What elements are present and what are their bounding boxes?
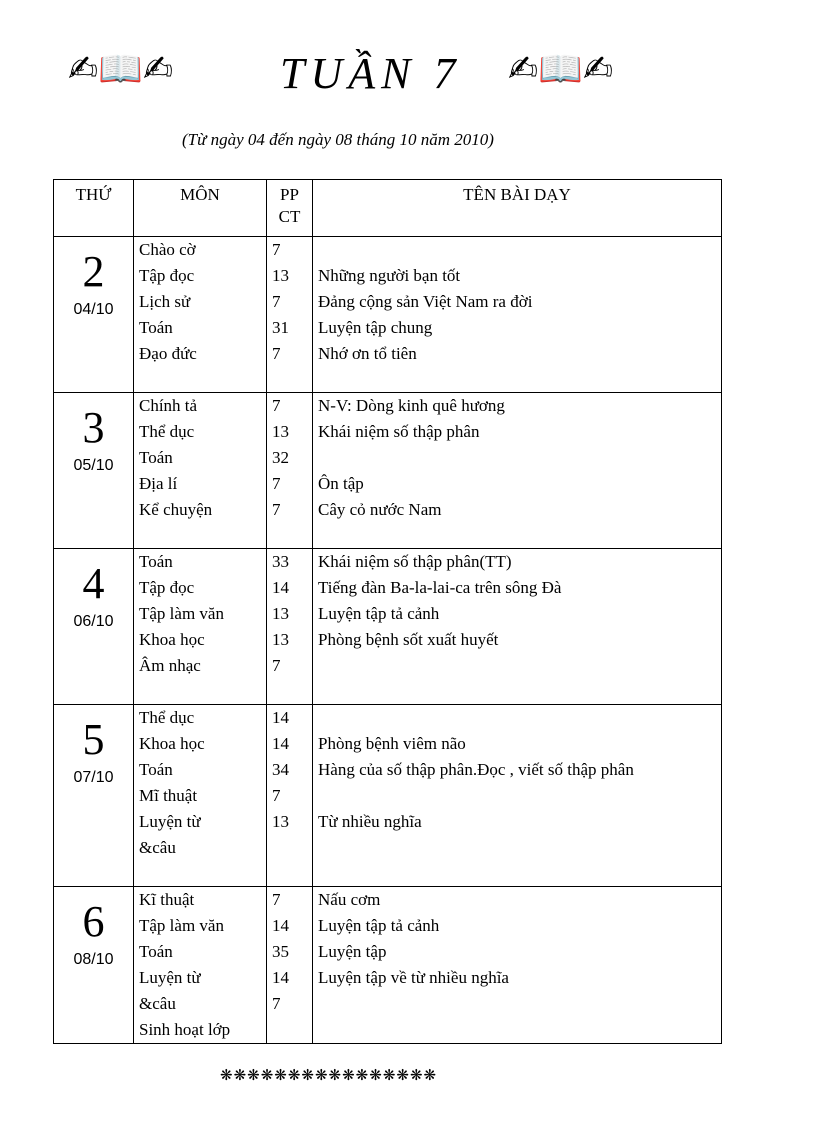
subject: &câu (139, 994, 176, 1013)
day-number: 5 (82, 715, 105, 764)
ppct-value: 13 (272, 422, 289, 441)
table-row (54, 237, 722, 393)
subject: Tập đọc (139, 578, 195, 597)
subject: Khoa học (139, 734, 205, 753)
ppct-value: 7 (272, 994, 281, 1013)
ppct-value: 14 (272, 916, 289, 935)
subject: Mĩ thuật (139, 786, 198, 805)
lesson-title: Khái niệm số thập phân (318, 422, 480, 441)
ppct-value: 14 (272, 708, 289, 727)
lesson-title: Luyện tập tả cảnh (318, 604, 440, 623)
lesson-title: Luyện tập về từ nhiều nghĩa (318, 968, 509, 987)
lesson-title: Nhớ ơn tổ tiên (318, 344, 417, 363)
lesson-title: Cây cỏ nước Nam (318, 500, 442, 519)
lesson-title (313, 237, 721, 263)
subject-cell (134, 393, 267, 549)
table-row (54, 705, 722, 887)
day-cell (54, 705, 134, 887)
lesson-title: Ôn tập (318, 474, 364, 493)
book-ornament-right: ✍📖✍ (508, 49, 614, 90)
date-range: (Từ ngày 04 đến ngày 08 tháng 10 năm 2010) (182, 130, 494, 149)
subject: Luyện từ (139, 812, 201, 831)
lesson-cell (313, 705, 722, 887)
table-row (54, 549, 722, 705)
lesson-title (313, 835, 721, 861)
lesson-cell (313, 237, 722, 393)
lesson-title: Nấu cơm (318, 890, 381, 909)
lesson-title: Đảng cộng sản Việt Nam ra đời (318, 292, 533, 311)
lesson-title (313, 445, 721, 471)
ppct-value: 7 (272, 240, 281, 259)
subject: Kể chuyện (139, 500, 213, 519)
lesson-title (313, 783, 721, 809)
ppct-value (267, 1017, 312, 1043)
ppct-value: 7 (272, 500, 281, 519)
ppct-value: 33 (272, 552, 289, 571)
title-row (0, 48, 816, 108)
ppct-value: 13 (272, 812, 289, 831)
subject: Tập làm văn (139, 604, 224, 623)
day-date: 07/10 (73, 769, 114, 786)
lesson-title: Từ nhiều nghĩa (318, 812, 422, 831)
subject: Toán (139, 448, 173, 467)
subject: Toán (139, 760, 173, 779)
ppct-value: 7 (272, 292, 281, 311)
subject: Địa lí (139, 474, 178, 493)
lesson-title (313, 1017, 721, 1043)
day-cell (54, 393, 134, 549)
subject-cell (134, 549, 267, 705)
ppct-cell (267, 705, 313, 887)
lesson-title (313, 991, 721, 1017)
col-header-lesson: TÊN BÀI DẠY (313, 180, 722, 237)
ppct-value: 32 (272, 448, 289, 467)
ppct-value: 14 (272, 578, 289, 597)
ppct-value: 13 (272, 604, 289, 623)
lesson-title: Luyện tập (318, 942, 387, 961)
subject: Thể dục (139, 708, 195, 727)
ppct-value: 13 (272, 630, 289, 649)
subject-cell (134, 237, 267, 393)
subject: Chào cờ (139, 240, 196, 259)
subject-cell (134, 887, 267, 1044)
ppct-value: 7 (272, 344, 281, 363)
lesson-cell (313, 549, 722, 705)
subject: Lịch sử (139, 292, 191, 311)
col-header-subject: MÔN (134, 180, 267, 237)
subject-cell (134, 705, 267, 887)
lesson-title: Phòng bệnh viêm não (318, 734, 466, 753)
ppct-cell (267, 393, 313, 549)
day-number: 4 (82, 559, 105, 608)
ppct-value: 7 (272, 396, 281, 415)
schedule-table (53, 179, 722, 1044)
book-ornament-left: ✍📖✍ (68, 49, 174, 90)
ppct-value: 14 (272, 734, 289, 753)
ppct-value: 13 (272, 266, 289, 285)
lesson-title: Luyện tập tả cảnh (318, 916, 440, 935)
day-cell (54, 237, 134, 393)
ppct-value: 7 (272, 786, 281, 805)
subject: Toán (139, 942, 173, 961)
subject: Đạo đức (139, 344, 197, 363)
day-date: 08/10 (73, 951, 114, 968)
col-header-day: THỨ (54, 180, 134, 237)
day-number: 3 (82, 403, 105, 452)
ppct-value: 31 (272, 318, 289, 337)
ppct-value: 34 (272, 760, 289, 779)
day-date: 05/10 (73, 457, 114, 474)
lesson-title: Luyện tập chung (318, 318, 433, 337)
lesson-title (313, 705, 721, 731)
table-header-row (54, 180, 722, 237)
lesson-title: Tiếng đàn Ba-la-lai-ca trên sông Đà (318, 578, 562, 597)
lesson-cell (313, 887, 722, 1044)
subject: Thể dục (139, 422, 195, 441)
ppct-cell (267, 887, 313, 1044)
subject: Chính tả (139, 396, 198, 415)
subject: Kĩ thuật (139, 890, 195, 909)
ppct-value: 7 (272, 890, 281, 909)
lesson-cell (313, 393, 722, 549)
footer-stars: ❋❋❋❋❋❋❋❋❋❋❋❋❋❋❋❋ (220, 1066, 438, 1084)
ppct-value: 7 (272, 656, 281, 675)
day-number: 2 (82, 247, 105, 296)
subject: Khoa học (139, 630, 205, 649)
ppct-value: 7 (272, 474, 281, 493)
day-cell (54, 887, 134, 1044)
ppct-value: 35 (272, 942, 289, 961)
day-number: 6 (82, 897, 105, 946)
subject: Tập làm văn (139, 916, 224, 935)
table-row (54, 393, 722, 549)
lesson-title (313, 653, 721, 679)
ppct-value: 14 (272, 968, 289, 987)
lesson-title: Khái niệm số thập phân(TT) (318, 552, 512, 571)
subject: Toán (139, 318, 173, 337)
ppct-cell (267, 237, 313, 393)
lesson-title: Hàng của số thập phân.Đọc , viết số thập phân (318, 760, 634, 779)
subject: Tập đọc (139, 266, 195, 285)
day-cell (54, 549, 134, 705)
day-date: 04/10 (73, 301, 114, 318)
subject: &câu (139, 838, 176, 857)
day-date: 06/10 (73, 613, 114, 630)
col-header-ppct: PP CT (267, 180, 313, 237)
subject: Sinh hoạt lớp (139, 1020, 231, 1039)
table-row (54, 887, 722, 1044)
ppct-value (267, 835, 312, 861)
page-title: TUẦN 7 (280, 49, 462, 98)
subject: Luyện từ (139, 968, 201, 987)
subject: Toán (139, 552, 173, 571)
subject: Âm nhạc (139, 656, 201, 675)
lesson-title: Phòng bệnh sốt xuất huyết (318, 630, 499, 649)
lesson-title: Những người bạn tốt (318, 266, 461, 285)
lesson-title: N-V: Dòng kinh quê hương (318, 396, 505, 415)
ppct-cell (267, 549, 313, 705)
